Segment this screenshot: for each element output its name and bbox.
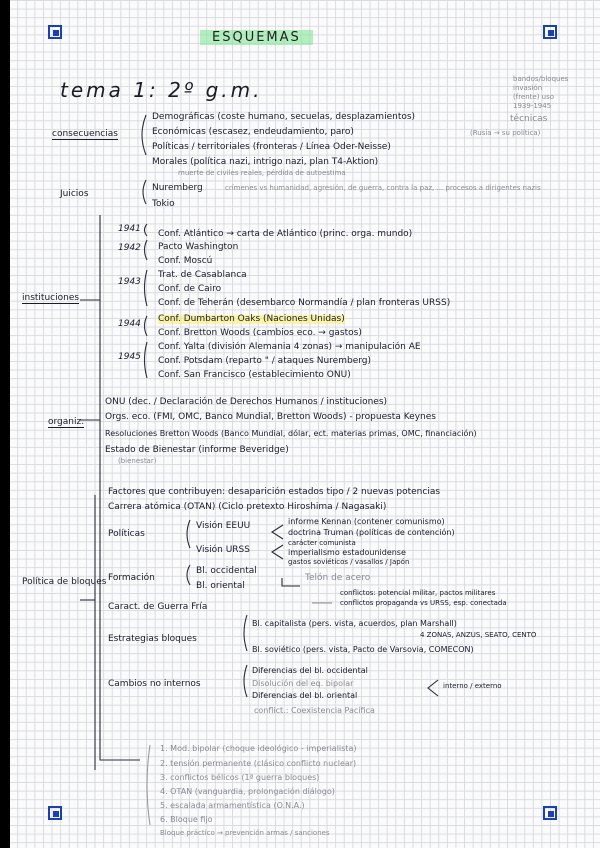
org-item-3: Resoluciones Bretton Woods (Banco Mundial, dólar, ect. materias primas, OMC, financiación) bbox=[105, 429, 477, 438]
year-1942: 1942 bbox=[118, 243, 141, 253]
bloques-item-politicas: Políticas bbox=[108, 529, 145, 539]
bottom-list-item-5: 5. escalada armamentística (O.N.A.) bbox=[160, 801, 305, 810]
top-right-note-3: (frente) uso bbox=[513, 93, 555, 101]
formacion-note: Telón de acero bbox=[305, 573, 371, 583]
bottom-list-item-7: Bloque práctico → prevención armas / sanciones bbox=[160, 829, 330, 837]
politicas-urss: Visión URSS bbox=[196, 545, 250, 555]
consecuencias-item-4: Morales (política nazi, intrigo nazi, plan T4-Aktion) bbox=[152, 157, 379, 167]
bloques-item-carrera: Carrera atómica (OTAN) (Ciclo pretexto Hiroshima / Nagasaki) bbox=[108, 502, 387, 512]
consecuencias-sub-note: muerte de civiles reales, pérdida de autoestima bbox=[178, 169, 346, 177]
juicios-nuremberg-note: crímenes vs humanidad, agresión, de guerra, contra la paz, ... procesos a dirigentes nazis bbox=[225, 184, 541, 192]
inst-1941-item-1: Conf. Atlántico → carta de Atlántico (princ. orga. mundo) bbox=[158, 229, 413, 239]
consecuencias-side-note-1: técnicas bbox=[510, 114, 548, 124]
consecuencias-item-2: Económicas (escasez, endeudamiento, paro) bbox=[152, 127, 354, 137]
cambios-note: interno / externo bbox=[443, 682, 502, 690]
org-sub-note: (bienestar) bbox=[118, 457, 157, 465]
top-right-note-1: bandos/bloques bbox=[513, 75, 569, 83]
urss-note-1: carácter comunista bbox=[288, 539, 356, 547]
inst-1945-item-2: Conf. Potsdam (reparto " / ataques Nuremberg) bbox=[158, 356, 372, 366]
juicios-item-tokio: Tokio bbox=[152, 199, 175, 209]
bottom-list-item-4: 4. OTAN (vanguardia, prolongación diálogo) bbox=[160, 787, 335, 796]
inst-1945-item-3: Conf. San Francisco (establecimiento ONU) bbox=[158, 370, 351, 380]
consecuencias-side-note-2: (Rusia → su política) bbox=[470, 129, 541, 137]
bottom-list-item-6: 6. Bloque fijo bbox=[160, 815, 213, 824]
bloques-item-estrategias: Estrategias bloques bbox=[108, 634, 197, 644]
caract-note-1: conflictos: potencial militar, pactos militares bbox=[340, 589, 496, 597]
cambios-sub-2: Disolución del eq. bipolar bbox=[252, 679, 354, 688]
caract-note-2: conflictos propaganda vs URSS, esp. conectada bbox=[340, 599, 507, 607]
top-right-note-4: 1939-1945 bbox=[513, 102, 552, 110]
inst-1943-item-2: Conf. de Cairo bbox=[158, 284, 222, 294]
estrategias-sovietico: Bl. soviético (pers. vista, Pacto de Varsovia, COMECON) bbox=[252, 645, 474, 654]
urss-note-3: gastos soviéticos / vasallos / Japón bbox=[288, 558, 410, 566]
eeuu-note-1: informe Kennan (contener comunismo) bbox=[288, 517, 445, 526]
year-1943: 1943 bbox=[118, 277, 141, 287]
consecuencias-item-1: Demográficas (coste humano, secuelas, desplazamientos) bbox=[152, 112, 416, 122]
inst-1942-item-2: Conf. Moscú bbox=[158, 256, 213, 266]
juicios-label: Juicios bbox=[60, 189, 89, 199]
politicas-eeuu: Visión EEUU bbox=[196, 521, 251, 531]
instituciones-label: instituciones bbox=[22, 293, 80, 303]
bloques-bottom-note: conflict.: Coexistencia Pacífica bbox=[254, 706, 375, 715]
bloques-item-caract: Caract. de Guerra Fría bbox=[108, 602, 208, 612]
formacion-occidental: Bl. occidental bbox=[196, 566, 257, 576]
bottom-list-item-1: 1. Mod. bipolar (choque ideológico - imperialista) bbox=[160, 744, 357, 753]
inst-1944-item-2: Conf. Bretton Woods (cambios eco. → gastos) bbox=[158, 328, 362, 338]
bloques-label-line-1: Política de bloques bbox=[22, 577, 107, 587]
bottom-list-item-3: 3. conflictos bélicos (1ª guerra bloques) bbox=[160, 773, 320, 782]
bloques-item-formacion: Formación bbox=[108, 573, 155, 583]
inst-1944-item-1: Conf. Dumbarton Oaks (Naciones Unidas) bbox=[158, 314, 345, 324]
juicios-item-nuremberg: Nuremberg bbox=[152, 183, 203, 193]
org-item-2: Orgs. eco. (FMI, OMC, Banco Mundial, Bretton Woods) - propuesta Keynes bbox=[105, 412, 436, 422]
eeuu-note-2: doctrina Truman (políticas de contención) bbox=[288, 528, 455, 537]
cambios-sub-3: Diferencias del bl. oriental bbox=[252, 691, 358, 700]
estrategias-capitalista: Bl. capitalista (pers. vista, acuerdos, plan Marshall) bbox=[252, 619, 457, 628]
estrategias-note: 4 ZONAS, ANZUS, SEATO, CENTO bbox=[420, 631, 537, 639]
consecuencias-label: consecuencias bbox=[52, 129, 118, 139]
formacion-oriental: Bl. oriental bbox=[196, 581, 245, 591]
organizaciones-label: organiz. bbox=[48, 417, 85, 427]
topic-heading: tema 1: 2º g.m. bbox=[60, 78, 263, 102]
year-1941: 1941 bbox=[118, 224, 141, 234]
inst-1943-item-1: Trat. de Casablanca bbox=[158, 270, 247, 280]
org-item-4: Estado de Bienestar (informe Beveridge) bbox=[105, 445, 289, 455]
bloques-item-cambios: Cambios no internos bbox=[108, 679, 201, 689]
cambios-sub-1: Diferencias del bl. occidental bbox=[252, 666, 368, 675]
inst-1942-item-1: Pacto Washington bbox=[158, 242, 239, 252]
consecuencias-item-3: Políticas / territoriales (fronteras / Línea Oder-Neisse) bbox=[152, 142, 391, 152]
page-title: ESQUEMAS bbox=[200, 30, 313, 45]
bloques-item-factores: Factores que contribuyen: desaparición estados tipo / 2 nuevas potencias bbox=[108, 487, 441, 497]
inst-1945-item-1: Conf. Yalta (división Alemania 4 zonas) → manipulación AE bbox=[158, 342, 421, 352]
top-right-note-2: invasión bbox=[513, 84, 543, 92]
bottom-list-item-2: 2. tensión permanente (clásico conflicto nuclear) bbox=[160, 759, 357, 768]
year-1944: 1944 bbox=[118, 319, 141, 329]
year-1945: 1945 bbox=[118, 352, 141, 362]
org-item-1: ONU (dec. / Declaración de Derechos Humanos / instituciones) bbox=[105, 397, 388, 407]
urss-note-2: imperialismo estadounidense bbox=[288, 548, 406, 557]
inst-1943-item-3: Conf. de Teherán (desembarco Normandía / plan fronteras URSS) bbox=[158, 298, 451, 308]
